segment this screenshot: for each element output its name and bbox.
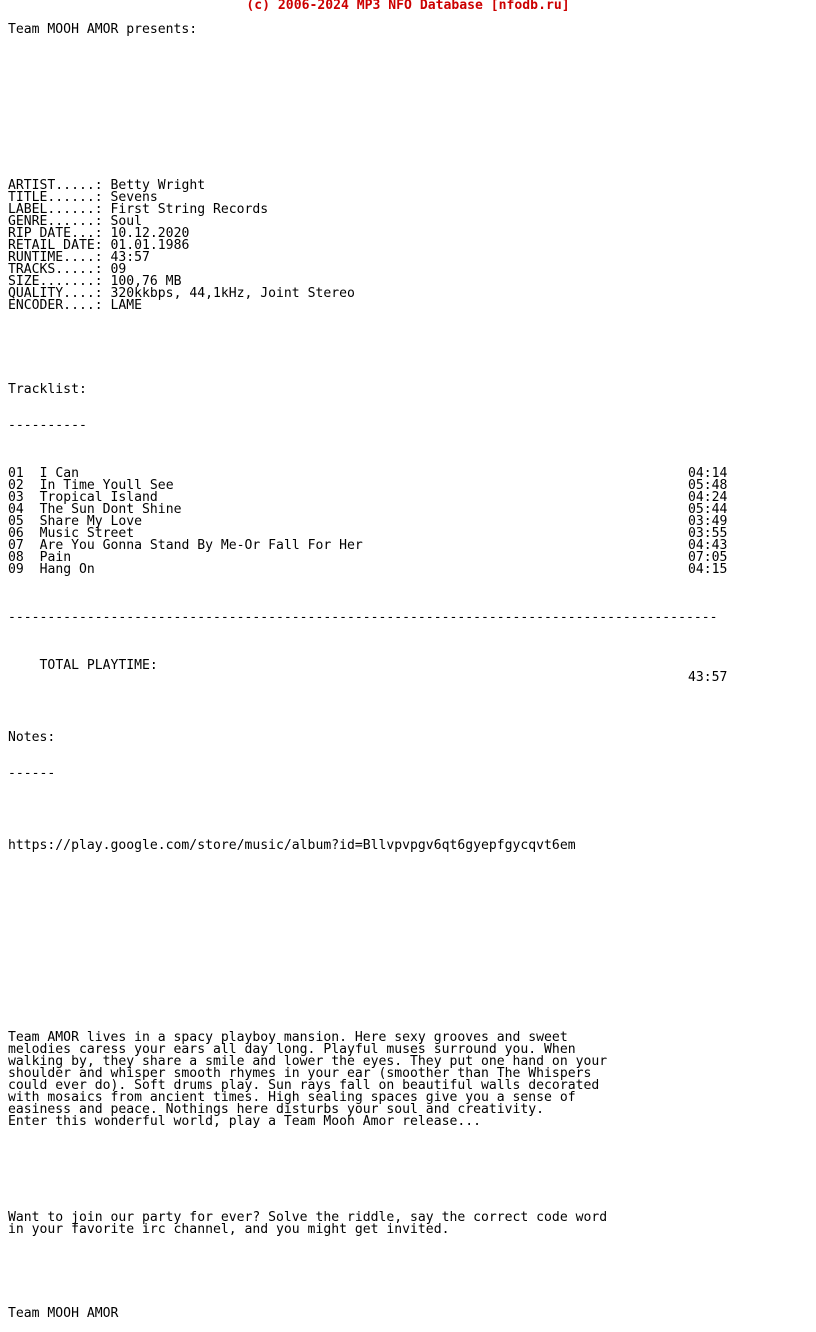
track-title: In Time Youll See — [39, 478, 174, 493]
track-time: 07:05 — [688, 550, 728, 565]
track-time: 04:24 — [688, 490, 728, 505]
info-key: QUALITY....: — [8, 286, 103, 301]
tracklist-heading: Tracklist: — [8, 382, 87, 397]
invitation — [8, 1212, 808, 1236]
intro-line: Team MOOH AMOR presents: — [8, 22, 198, 37]
track-time: 04:15 — [688, 562, 728, 577]
track-row — [8, 564, 808, 576]
info-key: ENCODER....: — [8, 298, 103, 313]
nfo-text — [8, 0, 808, 1332]
info-value: 01.01.1986 — [110, 238, 190, 253]
track-time: 03:49 — [688, 514, 728, 529]
info-value: First String Records — [110, 202, 269, 217]
notes-underline: ------ — [8, 766, 56, 781]
description-line: shoulder and whisper smooth rhymes in your ear (smoother than The Whispers — [8, 1066, 592, 1081]
description-line: melodies caress your ears all day long. Playful muses surround you. When — [8, 1042, 576, 1057]
description-line: could ever do). Soft drums play. Sun rays fall on beautiful walls decorated — [8, 1078, 600, 1093]
track-number: 09 — [8, 562, 24, 577]
invite-line: in your favorite irc channel, and you might get invited. — [8, 1222, 450, 1237]
info-key: TITLE......: — [8, 190, 103, 205]
total-playtime-value: 43:57 — [688, 670, 728, 685]
track-title: Hang On — [39, 562, 95, 577]
info-value: Betty Wright — [110, 178, 206, 193]
track-time: 04:43 — [688, 538, 728, 553]
info-value: Soul — [110, 214, 143, 229]
track-title: Are You Gonna Stand By Me-Or Fall For Her — [39, 538, 363, 553]
track-title: The Sun Dont Shine — [39, 502, 182, 517]
description-line: easiness and peace. Nothings here disturbs your soul and creativity. — [8, 1102, 545, 1117]
description-line: Enter this wonderful world, play a Team Mooh Amor release... — [8, 1114, 481, 1129]
info-value: 43:57 — [110, 250, 150, 265]
info-key: LABEL......: — [8, 202, 103, 217]
description-line: Team AMOR lives in a spacy playboy mansion. Here sexy grooves and sweet — [8, 1030, 568, 1045]
track-time: 04:14 — [688, 466, 728, 481]
album-url[interactable]: https://play.google.com/store/music/album?id=Bllvpvpgv6qt6gyepfgycqvt6em — [8, 838, 576, 853]
description — [8, 1032, 808, 1128]
info-value: LAME — [110, 298, 143, 313]
track-number: 02 — [8, 478, 24, 493]
signature: Team MOOH AMOR — [8, 1306, 119, 1321]
track-number: 01 — [8, 466, 24, 481]
track-title: I Can — [39, 466, 79, 481]
tracklist-underline: ---------- — [8, 418, 87, 433]
track-title: Share My Love — [39, 514, 143, 529]
total-playtime-row — [8, 648, 808, 685]
track-number: 08 — [8, 550, 24, 565]
info-value: 09 — [110, 262, 127, 277]
release-info — [8, 180, 808, 312]
track-number: 04 — [8, 502, 24, 517]
track-number: 05 — [8, 514, 24, 529]
info-key: RETAIL DATE: — [8, 238, 103, 253]
info-key: SIZE.......: — [8, 274, 103, 289]
info-key: TRACKS.....: — [8, 262, 103, 277]
track-number: 06 — [8, 526, 24, 541]
info-value: 320kkbps, 44,1kHz, Joint Stereo — [110, 286, 355, 301]
info-line — [8, 252, 808, 264]
info-value: Sevens — [110, 190, 158, 205]
total-playtime-label: TOTAL PLAYTIME: — [39, 658, 158, 673]
info-value: 10.12.2020 — [110, 226, 190, 241]
track-number: 03 — [8, 490, 24, 505]
nfodb-header-link[interactable]: (c) 2006-2024 MP3 NFO Database [nfodb.ru] — [246, 0, 570, 13]
invite-line: Want to join our party for ever? Solve the riddle, say the correct code word — [8, 1210, 608, 1225]
track-time: 03:55 — [688, 526, 728, 541]
track-number: 07 — [8, 538, 24, 553]
description-line: walking by, they share a smile and lower the eyes. They put one hand on your — [8, 1054, 608, 1069]
tracklist-rule: ------------------------------------------------------------------------------------------ — [8, 610, 718, 625]
info-key: RIP DATE...: — [8, 226, 103, 241]
info-key: GENRE......: — [8, 214, 103, 229]
description-line: with mosaics from ancient times. High sealing spaces give you a sense of — [8, 1090, 576, 1105]
track-title: Pain — [39, 550, 72, 565]
track-time: 05:48 — [688, 478, 728, 493]
info-line — [8, 300, 808, 312]
info-key: ARTIST.....: — [8, 178, 103, 193]
track-title: Music Street — [39, 526, 135, 541]
track-title: Tropical Island — [39, 490, 158, 505]
tracklist — [8, 468, 808, 576]
notes-heading: Notes: — [8, 730, 56, 745]
info-value: 100,76 MB — [110, 274, 182, 289]
info-key: RUNTIME....: — [8, 250, 103, 265]
track-time: 05:44 — [688, 502, 728, 517]
